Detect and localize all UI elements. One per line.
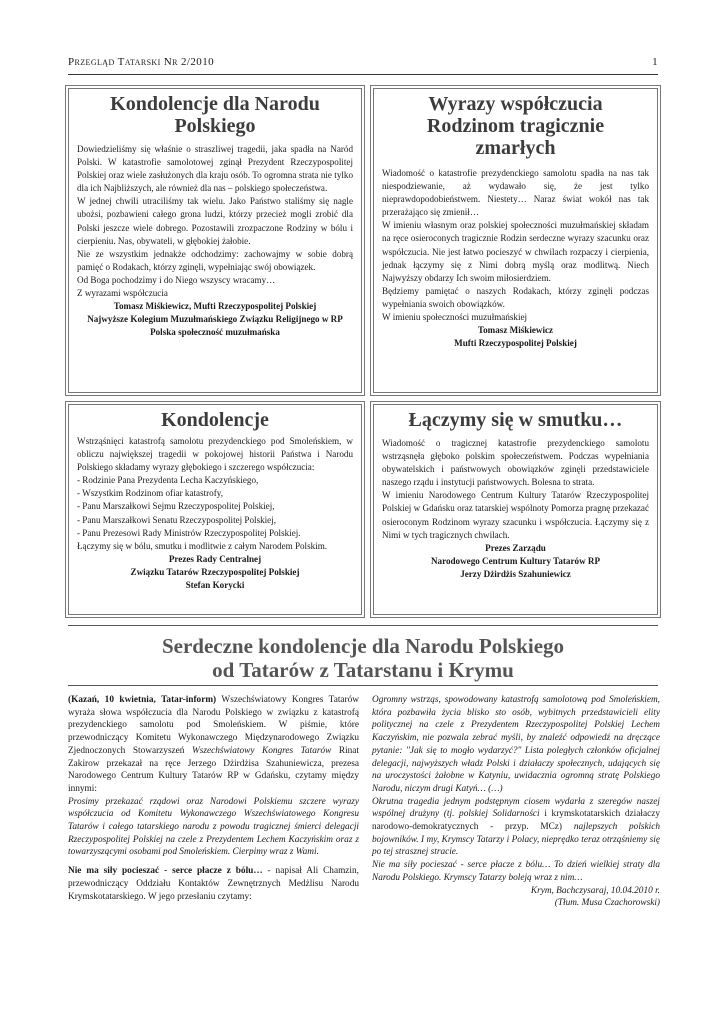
- paragraph: Będziemy pamiętać o naszych Rodakach, którzy zginęli podczas wypełniania swoich obowiązków.: [382, 285, 649, 309]
- organisation-name: Wszechświatowy Kongres Tatarów: [191, 745, 332, 756]
- box-title: Łączymy się w smutku…: [408, 409, 623, 431]
- list-item: - Rodzinie Pana Prezydenta Lecha Kaczyńskiego,: [77, 475, 259, 486]
- place-date: Krym, Bachczysaraj, 10.04.2010 r.: [530, 885, 660, 896]
- running-header: [68, 56, 658, 75]
- box-title: Kondolencje dla Narodu Polskiego: [110, 93, 320, 137]
- signature-line: Stefan Korycki: [185, 580, 245, 591]
- paragraph: W imieniu własnym oraz polskiej społeczności muzułmańskiej składam na ręce osieroconych tragicznie Rodzin serdeczne wyrazy szacunku oraz współczucia. Nie jest łatwo pocieszyć w chwilach rozpaczy i cierpienia, jednak łączymy się z Nimi dobrą myślą oraz modlitwą. Niech Najwyższy obdarzy Ich swoim miłosierdziem.: [382, 220, 649, 283]
- paragraph: Dowiedzieliśmy się właśnie o straszliwej tragedii, jaka spadła na Naród Polski. W katastrofie samolotowej zginął Prezydent Rzeczypospolitej Polskiej oraz wiele zasłużonych dla kraju osób. To ogromna strata nie tylko dla ich Najbliższych, ale również dla nas – polskiego społeczeństwa.: [77, 144, 353, 194]
- article-left-column: [68, 694, 359, 903]
- list-item: - Panu Prezesowi Rady Ministrów Rzeczypospolitej Polskiej.: [77, 527, 301, 538]
- quote-heading: Nie ma siły pocieszać - serce płacze z bólu…: [68, 866, 263, 877]
- paragraph: Wstrząśnięci katastrofą samolotu prezydenckiego pod Smoleńskiem, w obliczu największej tragedii w pokojowej historii Państwa i Narodu Polskiego składamy wyrazy głębokiego i szczerego współczucia:: [77, 436, 353, 473]
- condolences-box-mufti: [68, 88, 362, 393]
- box-title: Wyrazy współczucia Rodzinom tragicznie zmarłych: [426, 93, 605, 159]
- list-item: - Wszystkim Rodzinom ofiar katastrofy,: [77, 488, 223, 499]
- paragraph: W imieniu Narodowego Centrum Kultury Tatarów Rzeczypospolitej Polskiej w Gdańsku oraz tatarskiej wspólnoty Pomorza pragnę przekazać osieroconym Rodzinom wyrazy szacunku i współczucia. Łączymy się z Nimi w tych tragicznych chwilach.: [382, 490, 649, 540]
- paragraph: Z wyrazami współczucia: [77, 288, 168, 299]
- quote-text: Okrutna tragedia jednym podstępnym ciosem wydarła z szeregów naszej wspólnej drużyny (tj. polskiej: [372, 796, 660, 820]
- lead-text: Wszechświatowy Kongres Tatarów wyraża słowa współczucia dla Narodu Polskiego w związku z katastrofą prezydenckiego samolotu pod Smoleńskiem. W piśmie, które przewodniczący Komitetu Wykonawczego Międzynarodowego Związku Zjednoczonych Stowarzyszeń: [68, 695, 359, 756]
- article-lead: [68, 694, 359, 796]
- list-item: - Panu Marszałkowi Sejmu Rzeczypospolitej Polskiej,: [77, 501, 275, 512]
- signature-line: Prezes Zarządu: [485, 542, 546, 553]
- box-title: Kondolencje: [161, 409, 269, 431]
- article-right-column: [372, 694, 660, 910]
- signature-line: Związku Tatarów Rzeczypospolitej Polskiej: [130, 566, 300, 577]
- quote-text: najlepszych polskich bojowników. I my, Krymscy Tatarzy i Polacy, nieprędko teraz otrząśniemy się po tej strasznej stracie.: [372, 822, 660, 858]
- article-title-line: Serdeczne kondolencje dla Narodu Polskiego: [161, 634, 565, 658]
- sympathy-box-families: [373, 88, 658, 393]
- paragraph: Od Boga pochodzimy i do Niego wszyscy wracamy…: [77, 274, 276, 285]
- solidarity-box-gdansk: [373, 404, 658, 615]
- signature-line: Polska społeczność muzułmańska: [150, 327, 280, 338]
- list-item: - Panu Marszałkowi Senatu Rzeczypospolitej Polskiej,: [77, 514, 277, 525]
- signature-line: Mufti Rzeczypospolitej Polskiej: [454, 338, 577, 349]
- paragraph: Wiadomość o katastrofie prezydenckiego samolotu spadła na nas tak niespodziewanie, aż wydawało się, że jest tylko nieprawdopodobieństwem. Niestety… Naraz świat wokół nas tak przerażająco się zmienił…: [382, 168, 649, 218]
- paragraph: Wiadomość o tragicznej katastrofie prezydenckiego samolotu wstrząsnęła głęboko polskim społeczeństwem. Podczas wypełniania obywatelskich i państwowych obowiązków zginęli przedstawiciele naszego rządu i instytucji państwowych. Bolesna to strata.: [382, 438, 649, 488]
- paragraph: Łączymy się w bólu, smutku i modlitwie z całym Narodem Polskim.: [77, 540, 328, 551]
- dateline: (Kazań, 10 kwietnia, Tatar-inform): [68, 695, 217, 705]
- quoted-message: Ogromny wstrząs, spowodowany katastrofą samolotową pod Smoleńskiem, która pozbawiła życia blisko sto osób, wybitnych przedstawicieli elity politycznej na czele z Prezydentem Rzeczypospolitej Polskiej Lechem Kaczyńskim, nie pozwala zebrać myśli, by znaleźć odpowiedź na dręczące pytanie: "Jak się to mogło wydarzyć?" Lista poległych członków oficjalnej delegacji, najwyższych władz Polski i działaczy społecznych, udających się na uroczystości żałobne w Katyniu, uwidacznia ogromną stratę Polskiego Narodu, niczym drugi Katyń… (…): [372, 695, 660, 794]
- journal-title: Przegląd Tatarski Nr 2/2010: [68, 56, 214, 68]
- signature-line: Jerzy Dżirdżis Szahuniewicz: [460, 568, 571, 579]
- quoted-letter: Prosimy przekazać rządowi oraz Narodowi Polskiemu szczere wyrazy współczucia od Komitetu Wykonawczego Wszechświatowego Kongresu Tatarów i całego tatarskiego narodu z powodu tragicznej śmierci delegacji Rzeczypospolitej Polskiej na czele z Prezydentem Lechem Kaczyńskim oraz z towarzyszącymi osobami pod Smoleńskiem. Cierpimy wraz z Wami.: [68, 796, 359, 858]
- signature-line: Narodowego Centrum Kultury Tatarów RP: [430, 555, 601, 566]
- signature-line: Tomasz Miśkiewicz, Mufti Rzeczypospolitej Polskiej: [113, 301, 317, 312]
- quote-text: i krymskotatarskich działaczy narodowo-demokratycznych - przyp. MCz): [372, 809, 660, 833]
- signature-line: Prezes Rady Centralnej: [168, 553, 262, 564]
- article-paragraph: [68, 865, 359, 903]
- condolences-box-union: [68, 404, 362, 615]
- lead-text: Rinat Zakirow przekazał na ręce Jerzego Dżirdżisa Szahuniewicza, prezesa Narodowego Centrum Kultury Tatarów RP w Gdańsku, czytamy między innymi:: [68, 745, 360, 794]
- quote-text: Solidarności: [492, 809, 540, 820]
- quoted-message: Nie ma siły pocieszać - serce płacze z bólu… To dzień wielkiej straty dla Narodu Polskiego. Krymscy Tatarzy boleją wraz z nim…: [372, 860, 660, 883]
- quoted-message: [372, 796, 660, 860]
- signature-line: Tomasz Miśkiewicz: [477, 325, 554, 336]
- page-number: 1: [652, 56, 658, 68]
- paragraph: W jednej chwili utraciliśmy tak wielu. Jako Państwo staliśmy się nagle ubożsi, pozbawieni całego grona ludzi, którzy przecież mogli zrobić dla Polski jeszcze wiele dobrego. Pozostawili zrozpaczone Rodziny w bólu i cierpieniu. Nas, obywateli, w głębokiej żałobie.: [77, 196, 353, 246]
- section-divider: [68, 625, 658, 626]
- section-divider: [68, 685, 658, 686]
- signature-line: Najwyższe Kolegium Muzułmańskiego Związku Religijnego w RP: [87, 314, 343, 325]
- paragraph: W imieniu społeczności muzułmańskiej: [382, 312, 528, 323]
- article-title: [68, 634, 658, 682]
- paragraph-text: - napisał Ali Chamzin, przewodniczący Oddziału Kontaktów Zewnętrznych Medżlisu Narodu Krymskotatarskiego. W jego przesłaniu czytamy:: [68, 866, 359, 902]
- paragraph: Nie ze wszystkim jednakże odchodzimy: zachowajmy w sobie dobrą pamięć o Rodakach, którzy zginęli, wypełniając swój obowiązek.: [77, 248, 353, 272]
- translator-credit: (Tłum. Musa Czachorowski): [554, 898, 660, 909]
- article-title-line: od Tatarów z Tatarstanu i Krymu: [212, 658, 514, 682]
